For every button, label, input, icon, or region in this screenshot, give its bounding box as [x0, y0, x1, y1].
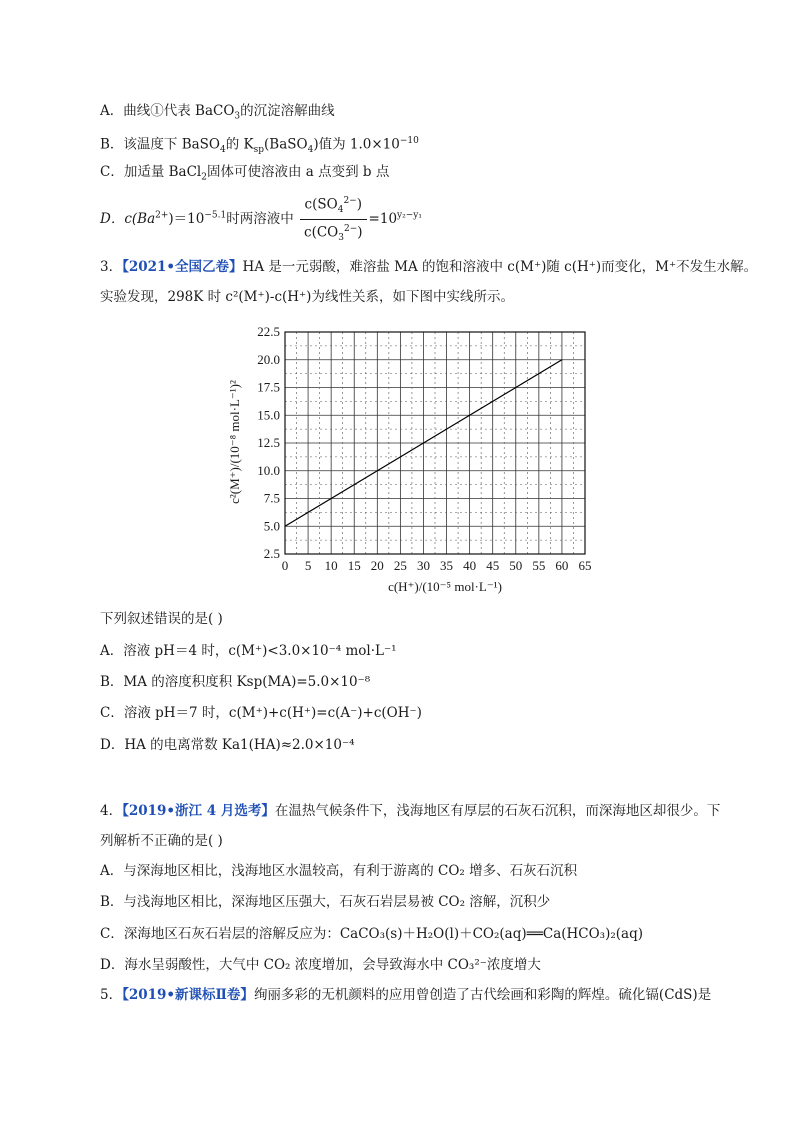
q4-stem-line1 [100, 802, 720, 820]
fraction-denominator: $c(CO_3^{2-})$ [304, 224, 363, 244]
q4-option-c: C．深海地区石灰石岩层的溶解反应为：CaCO₃(s)＋H₂O(l)＋CO₂(aq)══Ca(HCO₃)₂(aq) [100, 926, 643, 942]
x-tick-label-0: 0 [281, 558, 289, 573]
q3-stem-line1 [100, 258, 757, 276]
y-tick-label-4: 12.5 [257, 435, 280, 450]
q3-source-tag: 【2021•全国乙卷】 [122, 259, 243, 275]
y-tick-label-6: 17.5 [257, 379, 280, 395]
x-tick-label-3: 15 [347, 558, 361, 573]
q4-number: 4． [100, 803, 123, 819]
q2-option-b: B．该温度下 BaSO$_4$的 $K_{sp}(BaSO_4)$值为 $1.0\times 10^{-10}$ [100, 136, 419, 156]
y-tick-label-7: 20.0 [257, 351, 280, 367]
x-tick-label-13: 65 [578, 558, 592, 573]
x-tick-label-5: 25 [393, 558, 407, 573]
q3-option-d: D．HA 的电离常数 Ka1(HA)≈2.0×10⁻⁴ [100, 737, 355, 753]
x-tick-label-1: 5 [304, 558, 312, 573]
q3-stem-line2: 实验发现，298K 时 c²(M⁺)-c(H⁺)为线性关系，如下图中实线所示。 [100, 289, 514, 305]
q5-stem [100, 986, 711, 1004]
x-tick-label-9: 45 [486, 558, 500, 573]
concentration-fraction [300, 192, 367, 247]
y-tick-label-1: 5.0 [263, 518, 280, 534]
q5-number: 5． [100, 987, 123, 1003]
y-tick-label-5: 15.0 [257, 407, 280, 423]
fraction-numerator: $c(SO_4^{2-})$ [300, 192, 367, 220]
q5-source-tag: 【2019•新课标Ⅱ卷】 [122, 987, 254, 1003]
y-tick-label-0: 2.5 [263, 546, 280, 561]
y-tick-label-3: 10.0 [257, 462, 280, 478]
q3-option-c: C．溶液 pH＝7 时，c(M⁺)+c(H⁺)=c(A⁻)+c(OH⁻) [100, 705, 422, 721]
q2-option-d: D．$c(Ba^{2+})=10^{-5.1}$时两溶液中 $\frac{c(SO_4^{2-})}{c(CO_3^{2-})}$ $=10^{y_2-y_1}$ [100, 192, 422, 247]
q3-option-b: B．MA 的溶度积度积 Ksp(MA)=5.0×10⁻⁸ [100, 674, 371, 690]
q5-stem-text: 绚丽多彩的无机颜料的应用曾创造了古代绘画和彩陶的辉煌。硫化镉(CdS)是 [253, 987, 712, 1003]
x-tick-label-10: 50 [509, 558, 523, 573]
y-tick-label-2: 7.5 [263, 490, 280, 506]
q4-source-tag: 【2019•浙江 4 月选考】 [122, 803, 275, 819]
x-tick-label-8: 40 [463, 558, 477, 573]
x-tick-label-4: 20 [370, 558, 384, 573]
q2-option-a: A．曲线①代表 BaCO$_3$的沉淀溶解曲线 [100, 103, 335, 122]
q2-option-c: C．加适量 BaCl$_2$固体可使溶液由 a 点变到 b 点 [100, 164, 390, 183]
q3-number: 3． [100, 259, 123, 275]
x-tick-label-6: 30 [416, 558, 430, 573]
q4-option-d: D．海水呈弱酸性，大气中 CO₂ 浓度增加，会导致海水中 CO₃²⁻浓度增大 [100, 957, 541, 973]
q4-stem-line2: 列解析不正确的是( ) [100, 833, 223, 849]
y-axis-label: c²(M⁺)/(10⁻⁸ mol·L⁻¹)² [227, 380, 242, 504]
y-tick-label-8: 22.5 [257, 324, 280, 339]
q4-stem-text: 在温热气候条件下，浅海地区有厚层的石灰石沉积，而深海地区却很少。下 [274, 803, 721, 819]
x-tick-label-2: 10 [324, 558, 338, 573]
q3-stem-text: HA 是一元弱酸，难溶盐 MA 的饱和溶液中 c(M⁺)随 c(H⁺)而变化，M⁺不发生水解。 [242, 259, 758, 275]
q4-option-b: B．与浅海地区相比，深海地区压强大，石灰石岩层易被 CO₂ 溶解，沉积少 [100, 894, 551, 910]
x-tick-label-11: 55 [532, 558, 546, 573]
x-tick-label-12: 60 [555, 558, 569, 573]
q3-option-a: A．溶液 pH＝4 时，c(M⁺)<3.0×10⁻⁴ mol·L⁻¹ [100, 643, 397, 659]
q4-option-a: A．与深海地区相比，浅海地区水温较高，有利于游离的 CO₂ 增多、石灰石沉积 [100, 863, 578, 879]
x-tick-label-7: 35 [440, 558, 454, 573]
line-chart [225, 318, 615, 598]
x-axis-label: c(H⁺)/(10⁻⁵ mol·L⁻¹) [388, 579, 502, 594]
chart-grid [285, 332, 585, 554]
q3-question: 下列叙述错误的是( ) [100, 611, 223, 627]
chart-ticks [257, 324, 591, 573]
